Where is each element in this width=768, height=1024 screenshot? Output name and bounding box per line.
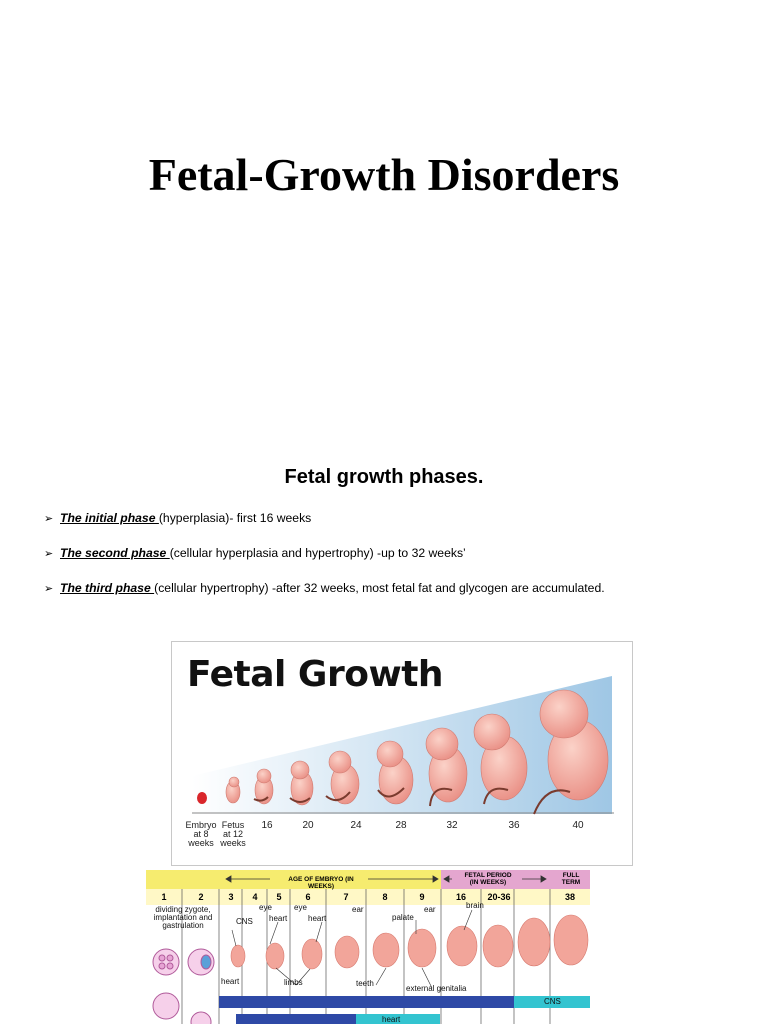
phase-item [44,510,311,527]
development-chart-graphic [146,870,590,1024]
section-title: Fetal growth phases. [284,466,484,488]
header-full-term: FULL TERM [561,872,581,886]
week-label: 9 [419,892,425,902]
fetal-growth-figure [171,641,633,866]
week-label: 20-36 [487,892,511,902]
week-label: 5 [276,892,282,902]
organ-label-palate: palate [392,913,414,922]
bar-label-cns: CNS [544,997,561,1006]
figure-label-fetus: Fetus at 12 weeks [220,820,246,848]
organ-label-heart: heart [221,977,240,986]
organ-label-ear: ear [424,905,436,914]
phase-term: The second phase [60,546,170,560]
figure-label-week: 28 [395,820,407,831]
phase-desc: (cellular hyperplasia and hypertrophy) -up to 32 weeks’ [169,546,466,560]
organ-label-heart: heart [308,914,327,923]
figure-label-week: 36 [508,820,520,831]
figure-label-week: 24 [350,820,362,831]
organ-label-heart: heart [269,914,288,923]
week-label: 1 [161,892,167,902]
bar-label-heart: heart [382,1015,401,1024]
phase-term: The third phase [60,581,155,595]
organ-label-eye: eye [259,903,272,912]
week-label: 16 [455,892,466,902]
figure-label-week: 20 [302,820,314,831]
header-fetal-period: FETAL PERIOD (IN WEEKS) [464,872,512,886]
figure-label-week: 32 [446,820,458,831]
development-chart [146,870,590,1024]
organ-label-brain: brain [466,901,484,910]
phase-desc: (cellular hypertrophy) -after 32 weeks, most fetal fat and glycogen are accumulated. [154,581,605,595]
early-stage-desc: dividing zygote, implantation and gastrulation [153,905,213,930]
figure-label-week: 40 [572,820,584,831]
slide-title: Fetal-Growth Disorders [148,149,620,200]
header-embryo-age: AGE OF EMBRYO (IN WEEKS) [288,876,354,890]
figure-label-week: 16 [261,820,273,831]
organ-label-cns: CNS [236,917,253,926]
organ-label-external-genitalia: external genitalia [406,984,467,993]
phase-item [44,580,605,597]
organ-label-eye: eye [294,903,307,912]
week-label: 6 [305,892,311,902]
week-label: 4 [252,892,258,902]
figure-label-embryo: Embryo at 8 weeks [185,820,217,848]
week-label: 8 [382,892,388,902]
week-label: 7 [343,892,349,902]
arrow-bullet-icon: ➢ [44,583,54,595]
week-label: 38 [564,892,575,902]
organ-label-teeth: teeth [356,979,374,988]
figure-title: Fetal Growth [187,654,444,695]
arrow-bullet-icon: ➢ [44,513,54,525]
phase-item [44,545,466,562]
phase-desc: (hyperplasia)- first 16 weeks [158,511,312,525]
week-label: 2 [198,892,204,902]
phase-term: The initial phase [60,511,159,525]
week-label: 3 [228,892,234,902]
organ-label-ear: ear [352,905,364,914]
organ-label-limbs: limbs [284,978,303,987]
arrow-bullet-icon: ➢ [44,548,54,560]
